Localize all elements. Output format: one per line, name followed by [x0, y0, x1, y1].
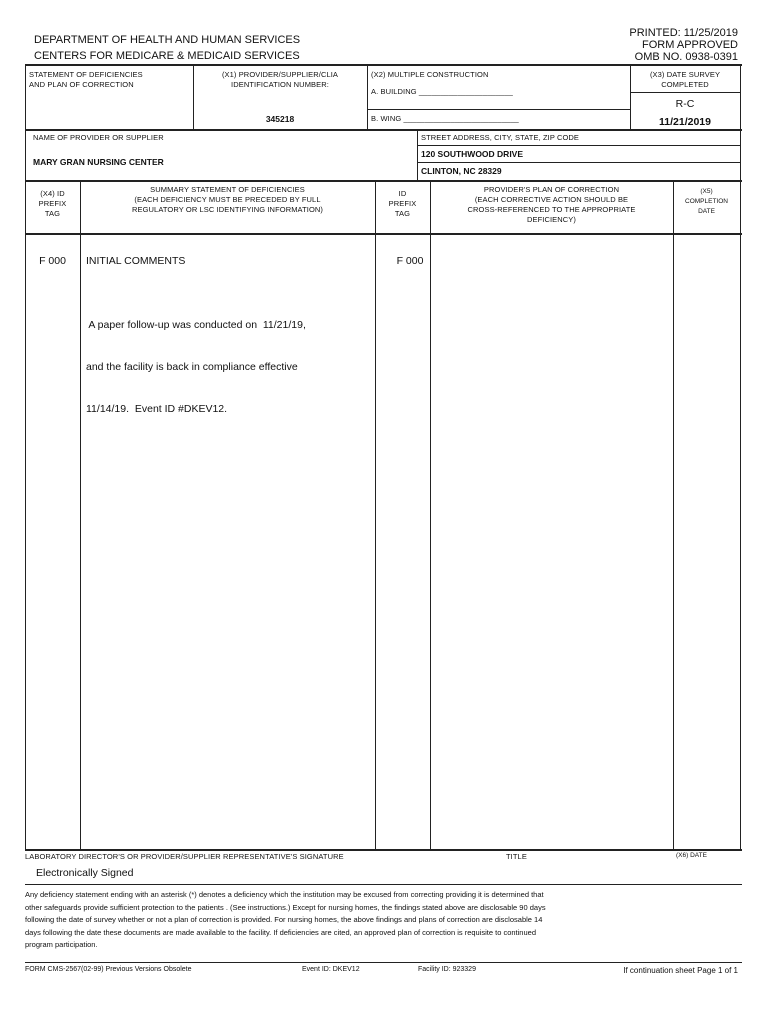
signature-top-line [25, 849, 742, 851]
col-divider-1 [80, 181, 81, 850]
plan-header [430, 185, 673, 225]
col-divider-3 [430, 181, 431, 850]
form-approved: FORM APPROVED [642, 39, 738, 51]
summary-header [80, 185, 375, 215]
entry-tag-left: F 000 [39, 255, 66, 267]
signature-bottom-line [25, 884, 742, 885]
frame-right-lower [740, 233, 741, 850]
row-divider-1 [25, 129, 742, 131]
disclaimer [25, 889, 740, 952]
divider-address [417, 130, 418, 180]
agency-name-line1: DEPARTMENT OF HEALTH AND HUMAN SERVICES [34, 34, 301, 46]
provider-name-label: NAME OF PROVIDER OR SUPPLIER [33, 133, 164, 142]
x4-header [25, 189, 80, 219]
address-mid-line [417, 162, 740, 163]
id-header-1: ID [398, 189, 407, 198]
date-label: (X6) DATE [676, 852, 707, 859]
agency-name-line2: CENTERS FOR MEDICARE & MEDICAID SERVICES [34, 50, 300, 62]
disclaimer-line5: program participation. [25, 940, 98, 949]
statement-label-2: AND PLAN OF CORRECTION [29, 80, 134, 89]
id-header-2: PREFIX [388, 199, 417, 208]
frame-right [740, 64, 741, 234]
disclaimer-line2: other safeguards provide sufficient protection to the patients . (See instructions.) Except for nursing homes, the findings stated above are disclosable 90 days [25, 902, 546, 912]
x1-label-2: IDENTIFICATION NUMBER: [231, 80, 329, 89]
entry-text [86, 290, 306, 430]
disclaimer-line4: days following the date these documents are made available to the facility. If deficiencies are cited, an approved plan of correction is requisite to continued [25, 927, 536, 937]
disclaimer-line3: following the date of survey whether or not a plan of correction is provided. For nursing homes, the above findings and plans of correction are disclosable 14 [25, 915, 543, 924]
summary-header-1: SUMMARY STATEMENT OF DEFICIENCIES [150, 185, 305, 194]
plan-header-4: DEFICIENCY) [526, 215, 577, 224]
footer-event-id: Event ID: DKEV12 [302, 966, 360, 973]
id-header-3: TAG [394, 209, 411, 218]
provider-name-value: MARY GRAN NURSING CENTER [33, 157, 164, 167]
footer-facility-id: Facility ID: 923329 [418, 966, 476, 973]
printed-date: PRINTED: 11/25/2019 [629, 27, 738, 39]
entry-text-line1: A paper follow-up was conducted on 11/21/19, [86, 319, 306, 331]
address-line2: CLINTON, NC 28329 [421, 166, 502, 176]
x2-wing: B. WING ___________________________ [371, 114, 519, 123]
title-label: TITLE [506, 852, 527, 861]
x2-label: (X2) MULTIPLE CONSTRUCTION [371, 70, 489, 79]
x5-header [673, 187, 740, 217]
frame-top [25, 64, 742, 66]
x3-label-1: (X3) DATE SURVEY [649, 70, 721, 79]
x1-label-1: (X1) PROVIDER/SUPPLIER/CLIA [221, 70, 339, 79]
footer-page: If continuation sheet Page 1 of 1 [623, 966, 738, 975]
x3-label-2: COMPLETED [661, 80, 709, 89]
x2-building: A. BUILDING ______________________ [371, 87, 513, 96]
footer-top-line [25, 962, 742, 963]
address-label-line [417, 145, 740, 146]
survey-date: 11/21/2019 [659, 116, 711, 128]
id-header [375, 189, 430, 219]
x4-header-2: PREFIX [38, 199, 67, 208]
plan-header-1: PROVIDER'S PLAN OF CORRECTION [483, 185, 620, 194]
survey-type: R-C [675, 98, 695, 110]
x5-header-2: COMPLETION [685, 198, 728, 205]
x3-label [630, 70, 740, 90]
x5-header-1: (X5) [700, 188, 713, 195]
entry-text-line2: and the facility is back in compliance effective [86, 361, 298, 373]
x4-header-3: TAG [44, 209, 61, 218]
address-line1: 120 SOUTHWOOD DRIVE [421, 149, 524, 159]
column-header-bottom [25, 233, 742, 235]
entry-heading: INITIAL COMMENTS [86, 255, 186, 267]
signature-label: LABORATORY DIRECTOR'S OR PROVIDER/SUPPLIER REPRESENTATIVE'S SIGNATURE [25, 852, 344, 861]
provider-id-value: 345218 [265, 114, 295, 124]
address-label: STREET ADDRESS, CITY, STATE, ZIP CODE [421, 133, 580, 142]
frame-left-lower [25, 233, 26, 850]
x3-inner-line [630, 92, 740, 93]
x5-header-3: DATE [698, 208, 715, 215]
signature-value: Electronically Signed [36, 867, 134, 879]
col-divider-4 [673, 181, 674, 850]
footer-form: FORM CMS-2567(02-99) Previous Versions Obsolete [25, 966, 192, 973]
x4-header-1: (X4) ID [40, 189, 65, 198]
plan-header-2: (EACH CORRECTIVE ACTION SHOULD BE [474, 195, 629, 204]
row-divider-2 [25, 180, 742, 182]
entry-tag-right: F 000 [396, 255, 424, 267]
x2-inner-line [367, 109, 630, 110]
divider-x2 [367, 64, 368, 130]
omb-number: OMB NO. 0938-0391 [634, 51, 738, 63]
statement-label-1: STATEMENT OF DEFICIENCIES [29, 70, 143, 79]
summary-header-2: (EACH DEFICIENCY MUST BE PRECEDED BY FULL [134, 195, 321, 204]
disclaimer-line1: Any deficiency statement ending with an asterisk (*) denotes a deficiency which the institution may be excused from correcting providing it is determined that [25, 890, 544, 899]
x1-label [193, 70, 367, 90]
plan-header-3: CROSS-REFERENCED TO THE APPROPRIATE [467, 205, 636, 214]
entry-text-line3: 11/14/19. Event ID #DKEV12. [86, 403, 228, 415]
summary-header-3: REGULATORY OR LSC IDENTIFYING INFORMATION) [131, 205, 324, 214]
col-divider-2 [375, 181, 376, 850]
statement-label [29, 70, 143, 90]
